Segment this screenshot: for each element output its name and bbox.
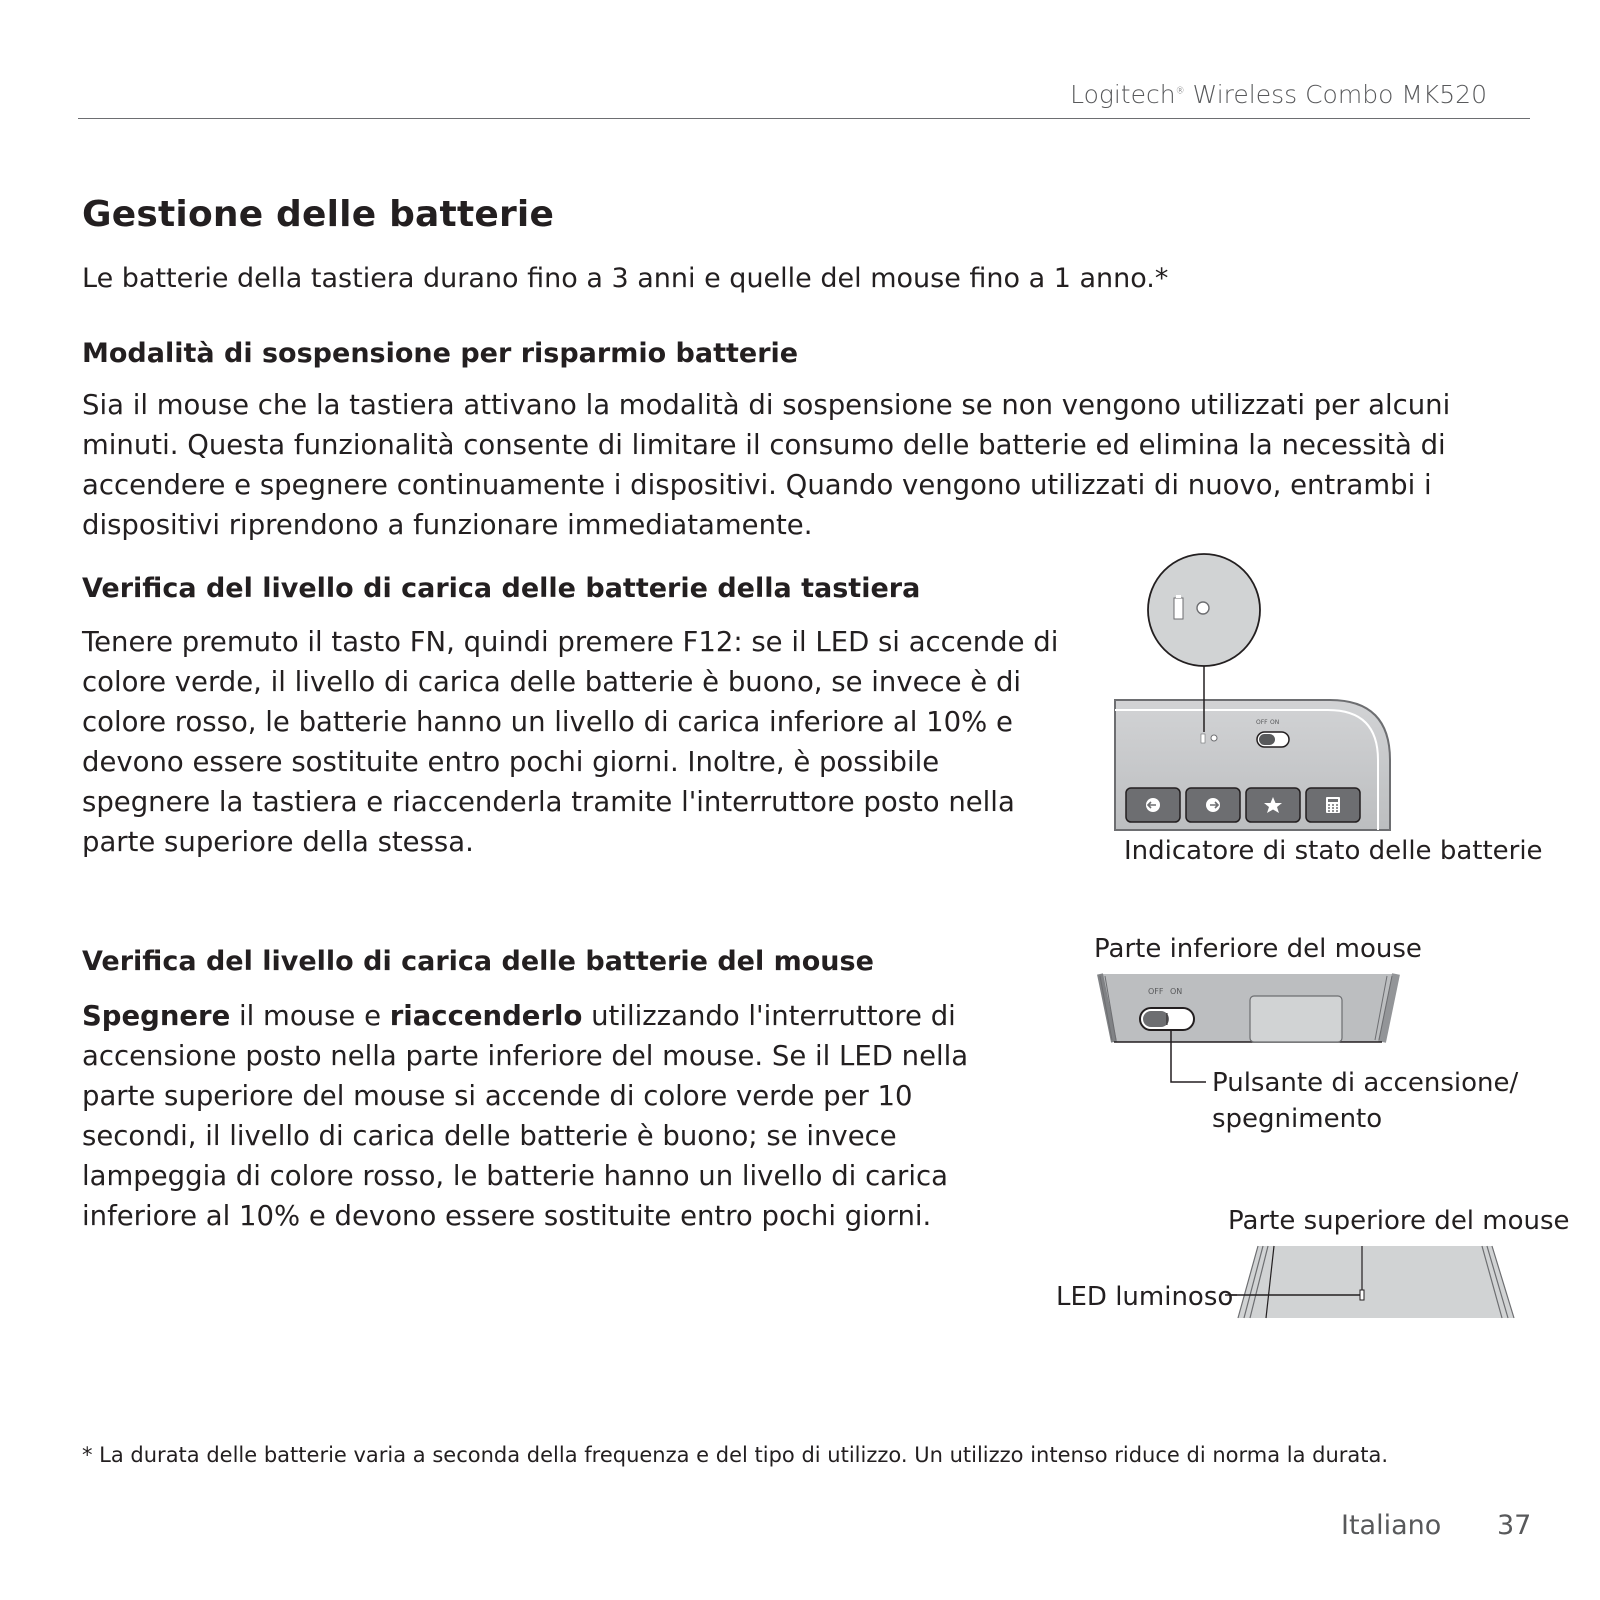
battery-led-icon <box>1211 735 1217 741</box>
registered-mark: ® <box>1175 86 1185 97</box>
section-body-sleep-mode: Sia il mouse che la tastiera attivano la modalità di sospensione se non vengono utilizzati per alcuni minuti. Questa funzionalità consente di limitare il consumo delle batterie ed elimina la necessità di accendere e spegnere continuamente i dispositivi. Quando vengono utilizzati di nuovo, entrambi i dispositivi riprendono a funzionare immediatamente. <box>82 389 1451 541</box>
keyboard-switch-on-label: ON <box>1270 719 1280 726</box>
keyboard-switch-off-label: OFF <box>1256 719 1268 726</box>
caption-battery-status-indicator: Indicatore di stato delle batterie <box>1124 836 1543 866</box>
mouse-led-icon <box>1360 1290 1364 1300</box>
battery-compartment <box>1250 996 1342 1042</box>
keyboard-battery-illustration <box>1110 560 1400 830</box>
caption-mouse-bottom: Parte inferiore del mouse <box>1094 934 1422 964</box>
page-title: Gestione delle batterie <box>82 194 555 235</box>
caption-led: LED luminoso <box>1056 1282 1234 1312</box>
page-number: 37 <box>1497 1510 1532 1541</box>
section-heading-mouse-battery: Verifica del livello di carica delle batterie del mouse <box>82 946 874 977</box>
header-product: Wireless Combo MK520 <box>1184 80 1487 109</box>
running-header <box>1070 80 1487 109</box>
header-brand: Logitech <box>1070 80 1176 109</box>
text-part-1: il mouse e <box>230 1000 390 1032</box>
bold-turn-off: Spegnere <box>82 1000 231 1032</box>
header-rule <box>78 118 1530 119</box>
intro-text: Le batterie della tastiera durano fino a 3 anni e quelle del mouse fino a 1 anno.* <box>82 263 1169 294</box>
section-body-mouse-battery <box>82 996 1012 1236</box>
section-body-keyboard-battery: Tenere premuto il tasto FN, quindi premere F12: se il LED si accende di colore verde, il livello di carica delle batterie è buono, se invece è di colore rosso, le batterie hanno un livello di carica inferiore al 10% e devono essere sostituite entro pochi giorni. Inoltre, è possibile spegnere la tastiera e riaccenderla tramite l'interruttore posto nella parte superiore della stessa. <box>82 626 1059 858</box>
caption-power-switch-line2: spegnimento <box>1212 1104 1383 1134</box>
footnote: * La durata delle batterie varia a seconda della frequenza e del tipo di utilizzo. Un utilizzo intenso riduce di norma la durata. <box>82 1443 1389 1467</box>
led-magnified-icon <box>1197 602 1209 614</box>
battery-magnified-icon <box>1174 598 1183 619</box>
caption-power-switch-line1: Pulsante di accensione/ <box>1212 1068 1519 1098</box>
text-part-2: utilizzando l'interruttore di accensione posto nella parte inferiore del mouse. Se il LED nella parte superiore del mouse si accende di colore verde per 10 secondi, il livello di carica delle batterie è buono; se invece lampeggia di colore rosso, le batterie hanno un livello di carica inferiore al 10% e devono essere sostituite entro pochi giorni. <box>82 1000 969 1232</box>
battery-icon <box>1201 734 1205 743</box>
section-heading-sleep-mode: Modalità di sospensione per risparmio batterie <box>82 338 799 369</box>
footer-language: Italiano <box>1341 1510 1442 1541</box>
mouse-top-illustration <box>1230 1246 1530 1326</box>
bold-turn-on: riaccenderlo <box>389 1000 583 1032</box>
mouse-switch-on-label: ON <box>1170 987 1183 996</box>
caption-mouse-top: Parte superiore del mouse <box>1228 1206 1570 1236</box>
mouse-switch-off-label: OFF <box>1148 987 1164 996</box>
section-heading-keyboard-battery: Verifica del livello di carica delle batterie della tastiera <box>82 573 921 604</box>
